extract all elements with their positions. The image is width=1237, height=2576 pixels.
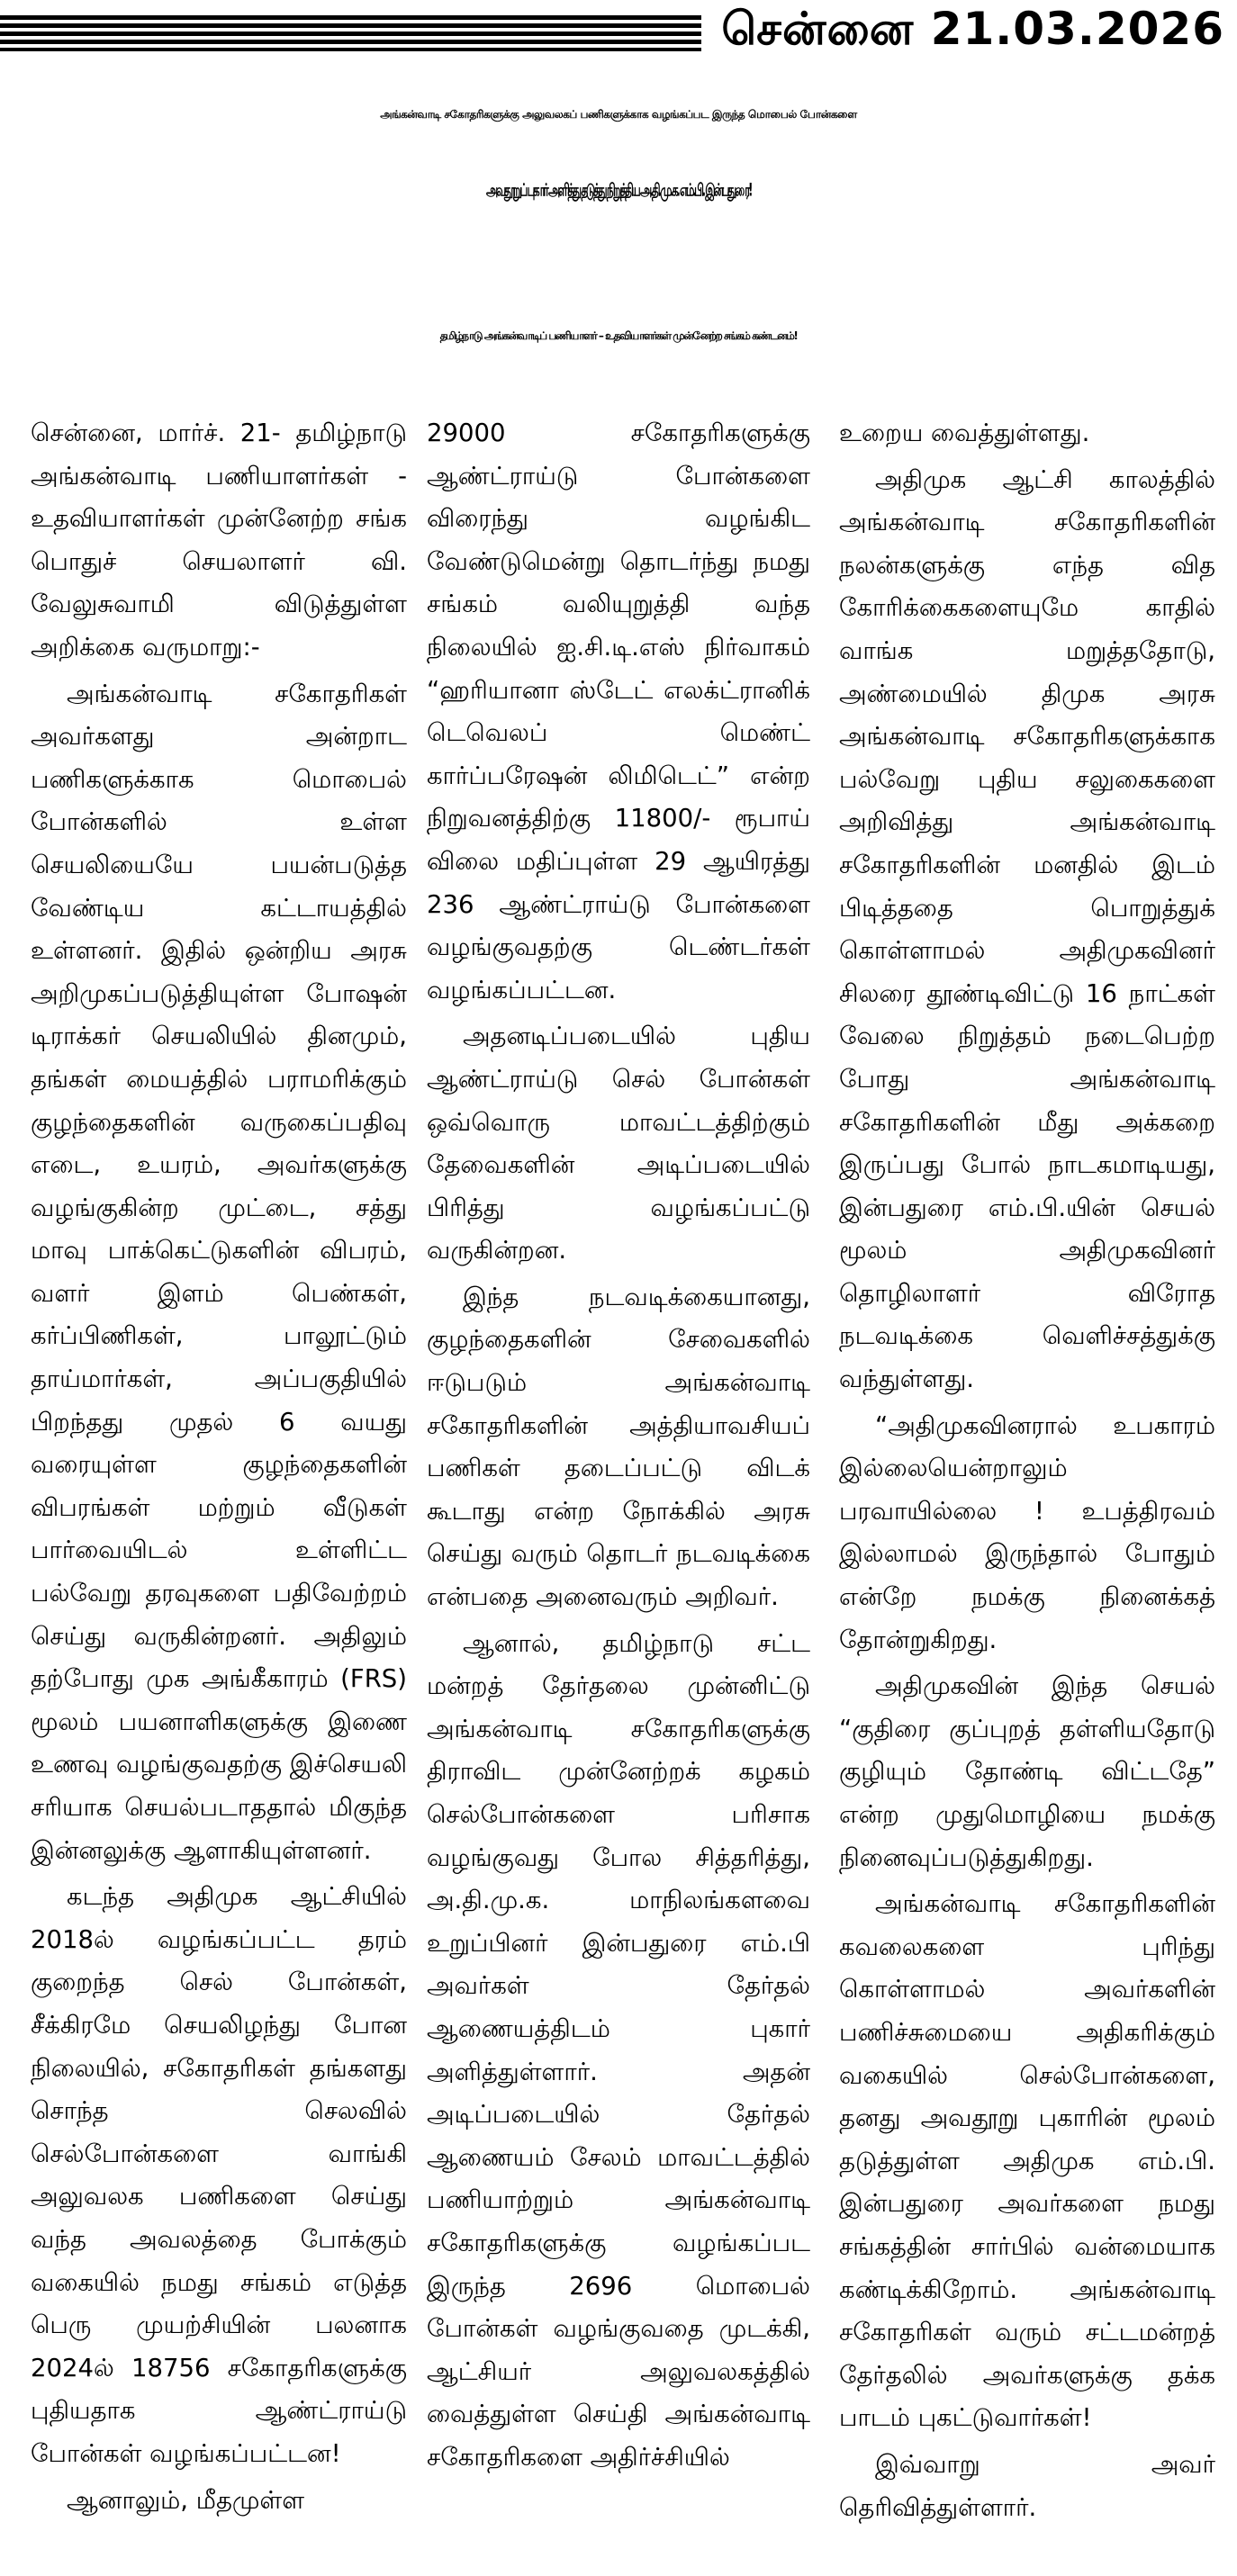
- article-paragraph: இந்த நடவடிக்கையானது, குழந்தைகளின் சேவைகளில் ஈடுபடும் அங்கன்வாடி சகோதரிகளின் அத்தியாவசியப் பணிகள் தடைப்பட்டு விடக் கூடாது என்ற நோக்கில் அரசு செய்து வரும் தொடர் நடவடிக்கை என்பதை அனைவரும் அறிவர்.: [427, 1282, 810, 1612]
- masthead-rules: [0, 15, 701, 51]
- article-paragraph: சென்னை, மார்ச். 21- தமிழ்நாடு அங்கன்வாடி பணியாளர்கள் - உதவியாளர்கள் முன்னேற்ற சங்க பொதுச் செயலாளர் வி. வேலுசுவாமி விடுத்துள்ள அறிக்கை வருமாறு:-: [31, 419, 407, 662]
- article-paragraph: அதிமுக ஆட்சி காலத்தில் அங்கன்வாடி சகோதரிகளின் நலன்களுக்கு எந்த வித கோரிக்கைகளையுமே காதில் வாங்க மறுத்ததோடு, அண்மையில் திமுக அரசு அங்கன்வாடி சகோதரிகளுக்காக பல்வேறு புதிய சலுகைகளை அறிவித்து அங்கன்வாடி சகோதரிகளின் மனதில் இடம் பிடித்ததை பொறுத்துக் கொள்ளாமல் அதிமுகவினர் சிலரை தூண்டிவிட்டு 16 நாட்கள் வேலை நிறுத்தம் நடைபெற்ற போது அங்கன்வாடி சகோதரிகளின் மீது அக்கறை இருப்பது போல் நாடகமாடியது, இன்பதுரை எம்.பி.யின் செயல் மூலம் அதிமுகவினர் தொழிலாளர் விரோத நடவடிக்கை வெளிச்சத்துக்கு வந்துள்ளது.: [839, 464, 1215, 1394]
- masthead-city: சென்னை: [721, 2, 915, 55]
- headline: அவதூறுப் புகார் அளித்து தடுத்து நிறுத்திய அ.தி.மு.க. எம்.பி. இன்பதுரை!: [486, 180, 751, 201]
- article-paragraph: அங்கன்வாடி சகோதரிகள் அவர்களது அன்றாட பணிகளுக்காக மொபைல் போன்களில் உள்ள செயலியையே பயன்படுத்த வேண்டிய கட்டாயத்தில் உள்ளனர். இதில் ஒன்றிய அரசு அறிமுகப்படுத்தியுள்ள போஷன் டிராக்கர் செயலியில் தினமும், தங்கள் மையத்தில் பராமரிக்கும் குழந்தைகளின் வருகைப்பதிவு எடை, உயரம், அவர்களுக்கு வழங்குகின்ற முட்டை, சத்து மாவு பாக்கெட்டுகளின் விபரம், வளர் இளம் பெண்கள், கர்ப்பிணிகள், பாலூட்டும் தாய்மார்கள், அப்பகுதியில் பிறந்தது முதல் 6 வயது வரையுள்ள குழந்தைகளின் விபரங்கள் மற்றும் வீடுகள் பார்வையிடல் உள்ளிட்ட பல்வேறு தரவுகளை பதிவேற்றம் செய்து வருகின்றனர். அதிலும் தற்போது முக அங்கீகாரம் (FRS) மூலம் பயனாளிகளுக்கு இணை உணவு வழங்குவதற்கு இச்செயலி சரியாக செயல்படாததால் மிகுந்த இன்னலுக்கு ஆளாகியுள்ளனர்.: [31, 679, 407, 1865]
- article-paragraph: ஆனால், தமிழ்நாடு சட்ட மன்றத் தேர்தலை முன்னிட்டு அங்கன்வாடி சகோதரிகளுக்கு திராவிட முன்னேற்றக் கழகம் செல்போன்களை பரிசாக வழங்குவது போல சித்தரித்து, அ.தி.மு.க. மாநிலங்களவை உறுப்பினர் இன்பதுரை எம்.பி அவர்கள் தேர்தல் ஆணையத்திடம் புகார் அளித்துள்ளார். அதன் அடிப்படையில் தேர்தல் ஆணையம் சேலம் மாவட்டத்தில் பணியாற்றும் அங்கன்வாடி சகோதரிகளுக்கு வழங்கப்பட இருந்த 2696 மொபைல் போன்கள் வழங்குவதை முடக்கி, ஆட்சியர் அலுவலகத்தில் வைத்துள்ள செய்தி அங்கன்வாடி சகோதரிகளை அதிர்ச்சியில்: [427, 1628, 810, 2472]
- article-paragraph: கடந்த அதிமுக ஆட்சியில் 2018ல் வழங்கப்பட்ட தரம் குறைந்த செல் போன்கள், சீக்கிரமே செயலிழந்து போன நிலையில், சகோதரிகள் தங்களது சொந்த செலவில் செல்போன்களை வாங்கி அலுவலக பணிகளை செய்து வந்த அவலத்தை போக்கும் வகையில் நமது சங்கம் எடுத்த பெரு முயற்சியின் பலனாக 2024ல் 18756 சகோதரிகளுக்கு புதியதாக ஆண்ட்ராய்டு போன்கள் வழங்கப்பட்டன!: [31, 1882, 407, 2468]
- article-column-3: [839, 412, 1215, 2572]
- article-paragraph: ஆனாலும், மீதமுள்ள: [67, 2485, 305, 2515]
- kicker-line: அங்கன்வாடி சகோதரிகளுக்கு அலுவலகப் பணிகளுக்காக வழங்கப்பட இருந்த மொபைல் போன்களை: [380, 108, 857, 121]
- article-column-2: [427, 412, 810, 2572]
- article-paragraph: இவ்வாறு அவர் தெரிவித்துள்ளார்.: [839, 2449, 1215, 2522]
- article-paragraph: “அதிமுகவினரால் உபகாரம் இல்லையென்றாலும் பரவாயில்லை ! உபத்திரவம் இல்லாமல் இருந்தால் போதும் என்றே நமக்கு நினைக்கத் தோன்றுகிறது.: [839, 1410, 1215, 1654]
- article-paragraph: அங்கன்வாடி சகோதரிகளின் கவலைகளை புரிந்து கொள்ளாமல் அவர்களின் பணிச்சுமையை அதிகரிக்கும் வகையில் செல்போன்களை, தனது அவதூறு புகாரின் மூலம் தடுத்துள்ள அதிமுக எம்.பி. இன்பதுரை அவர்களை நமது சங்கத்தின் சார்பில் வன்மையாக கண்டிக்கிறோம். அங்கன்வாடி சகோதரிகள் வரும் சட்டமன்றத் தேர்தலில் அவர்களுக்கு தக்க பாடம் புகட்டுவார்கள்!: [839, 1889, 1215, 2433]
- masthead-date: 21.03.2026: [930, 2, 1224, 55]
- article-paragraph: அதிமுகவின் இந்த செயல் “குதிரை குப்புறத் தள்ளியதோடு குழியும் தோண்டி விட்டதே” என்ற முதுமொழியை நமக்கு நினைவுப்படுத்துகிறது.: [839, 1671, 1215, 1872]
- article-paragraph: 29000 சகோதரிகளுக்கு ஆண்ட்ராய்டு போன்களை விரைந்து வழங்கிட வேண்டுமென்று தொடர்ந்து நமது சங்கம் வலியுறுத்தி வந்த நிலையில் ஐ.சி.டி.எஸ் நிர்வாகம் “ஹரியானா ஸ்டேட் எலக்ட்ரானிக் டெவெலப் மெண்ட் கார்ப்பரேஷன் லிமிடெட்” என்ற நிறுவனத்திற்கு 11800/- ரூபாய் விலை மதிப்புள்ள 29 ஆயிரத்து 236 ஆண்ட்ராய்டு போன்களை வழங்குவதற்கு டெண்டர்கள் வழங்கப்பட்டன.: [427, 419, 810, 1004]
- article-paragraph: அதனடிப்படையில் புதிய ஆண்ட்ராய்டு செல் போன்கள் ஒவ்வொரு மாவட்டத்திற்கும் தேவைகளின் அடிப்படையில் பிரித்து வழங்கப்பட்டு வருகின்றன.: [427, 1022, 810, 1265]
- subheadline: தமிழ்நாடு அங்கன்வாடிப் பணியாளர் – உதவியாளர்கள் முன்னேற்ற சங்கம் கண்டனம்!: [439, 329, 798, 342]
- dateline: [721, 3, 1237, 61]
- article-paragraph: உறைய வைத்துள்ளது.: [839, 419, 1090, 447]
- masthead: [0, 0, 1237, 63]
- article-column-1: [31, 412, 407, 2572]
